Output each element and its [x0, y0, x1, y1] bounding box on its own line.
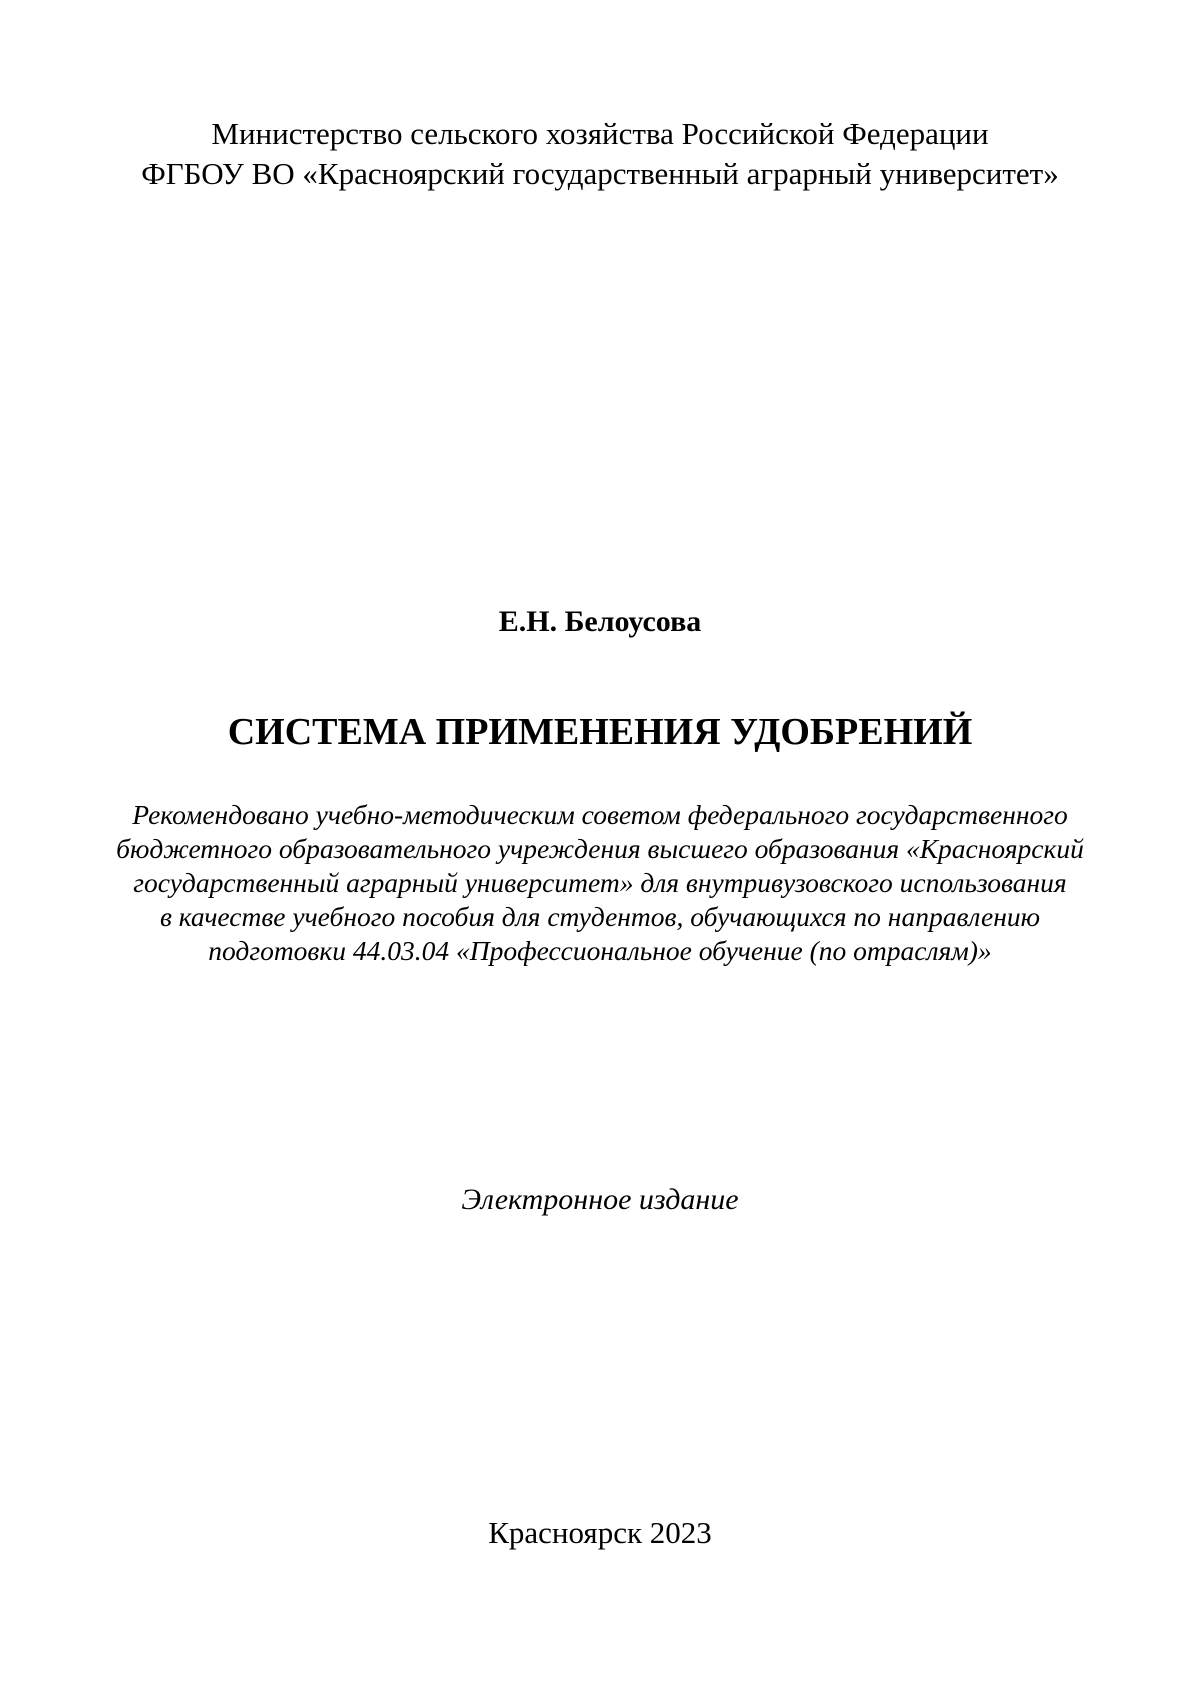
- author-name: Е.Н. Белоусова: [498, 605, 702, 638]
- university-heading: ФГБОУ ВО «Красноярский государственный аграрный университет»: [141, 156, 1059, 191]
- recommendation-line-1: Рекомендовано учебно-методическим советом федерального государственного: [132, 799, 1068, 830]
- edition-label: Электронное издание: [461, 1183, 739, 1216]
- place-year: Красноярск 2023: [488, 1515, 712, 1550]
- ministry-heading: Министерство сельского хозяйства Российской Федерации: [211, 116, 989, 151]
- recommendation-line-2: бюджетного образовательного учреждения высшего образования «Красноярский: [116, 833, 1084, 864]
- recommendation-line-4: в качестве учебного пособия для студентов, обучающихся по направлению: [159, 901, 1041, 932]
- document-title: СИСТЕМА ПРИМЕНЕНИЯ УДОБРЕНИЙ: [227, 711, 973, 753]
- recommendation-line-3: государственный аграрный университет» для внутривузовского использования: [133, 867, 1067, 898]
- recommendation-line-5: подготовки 44.03.04 «Профессиональное обучение (по отраслям)»: [208, 935, 992, 966]
